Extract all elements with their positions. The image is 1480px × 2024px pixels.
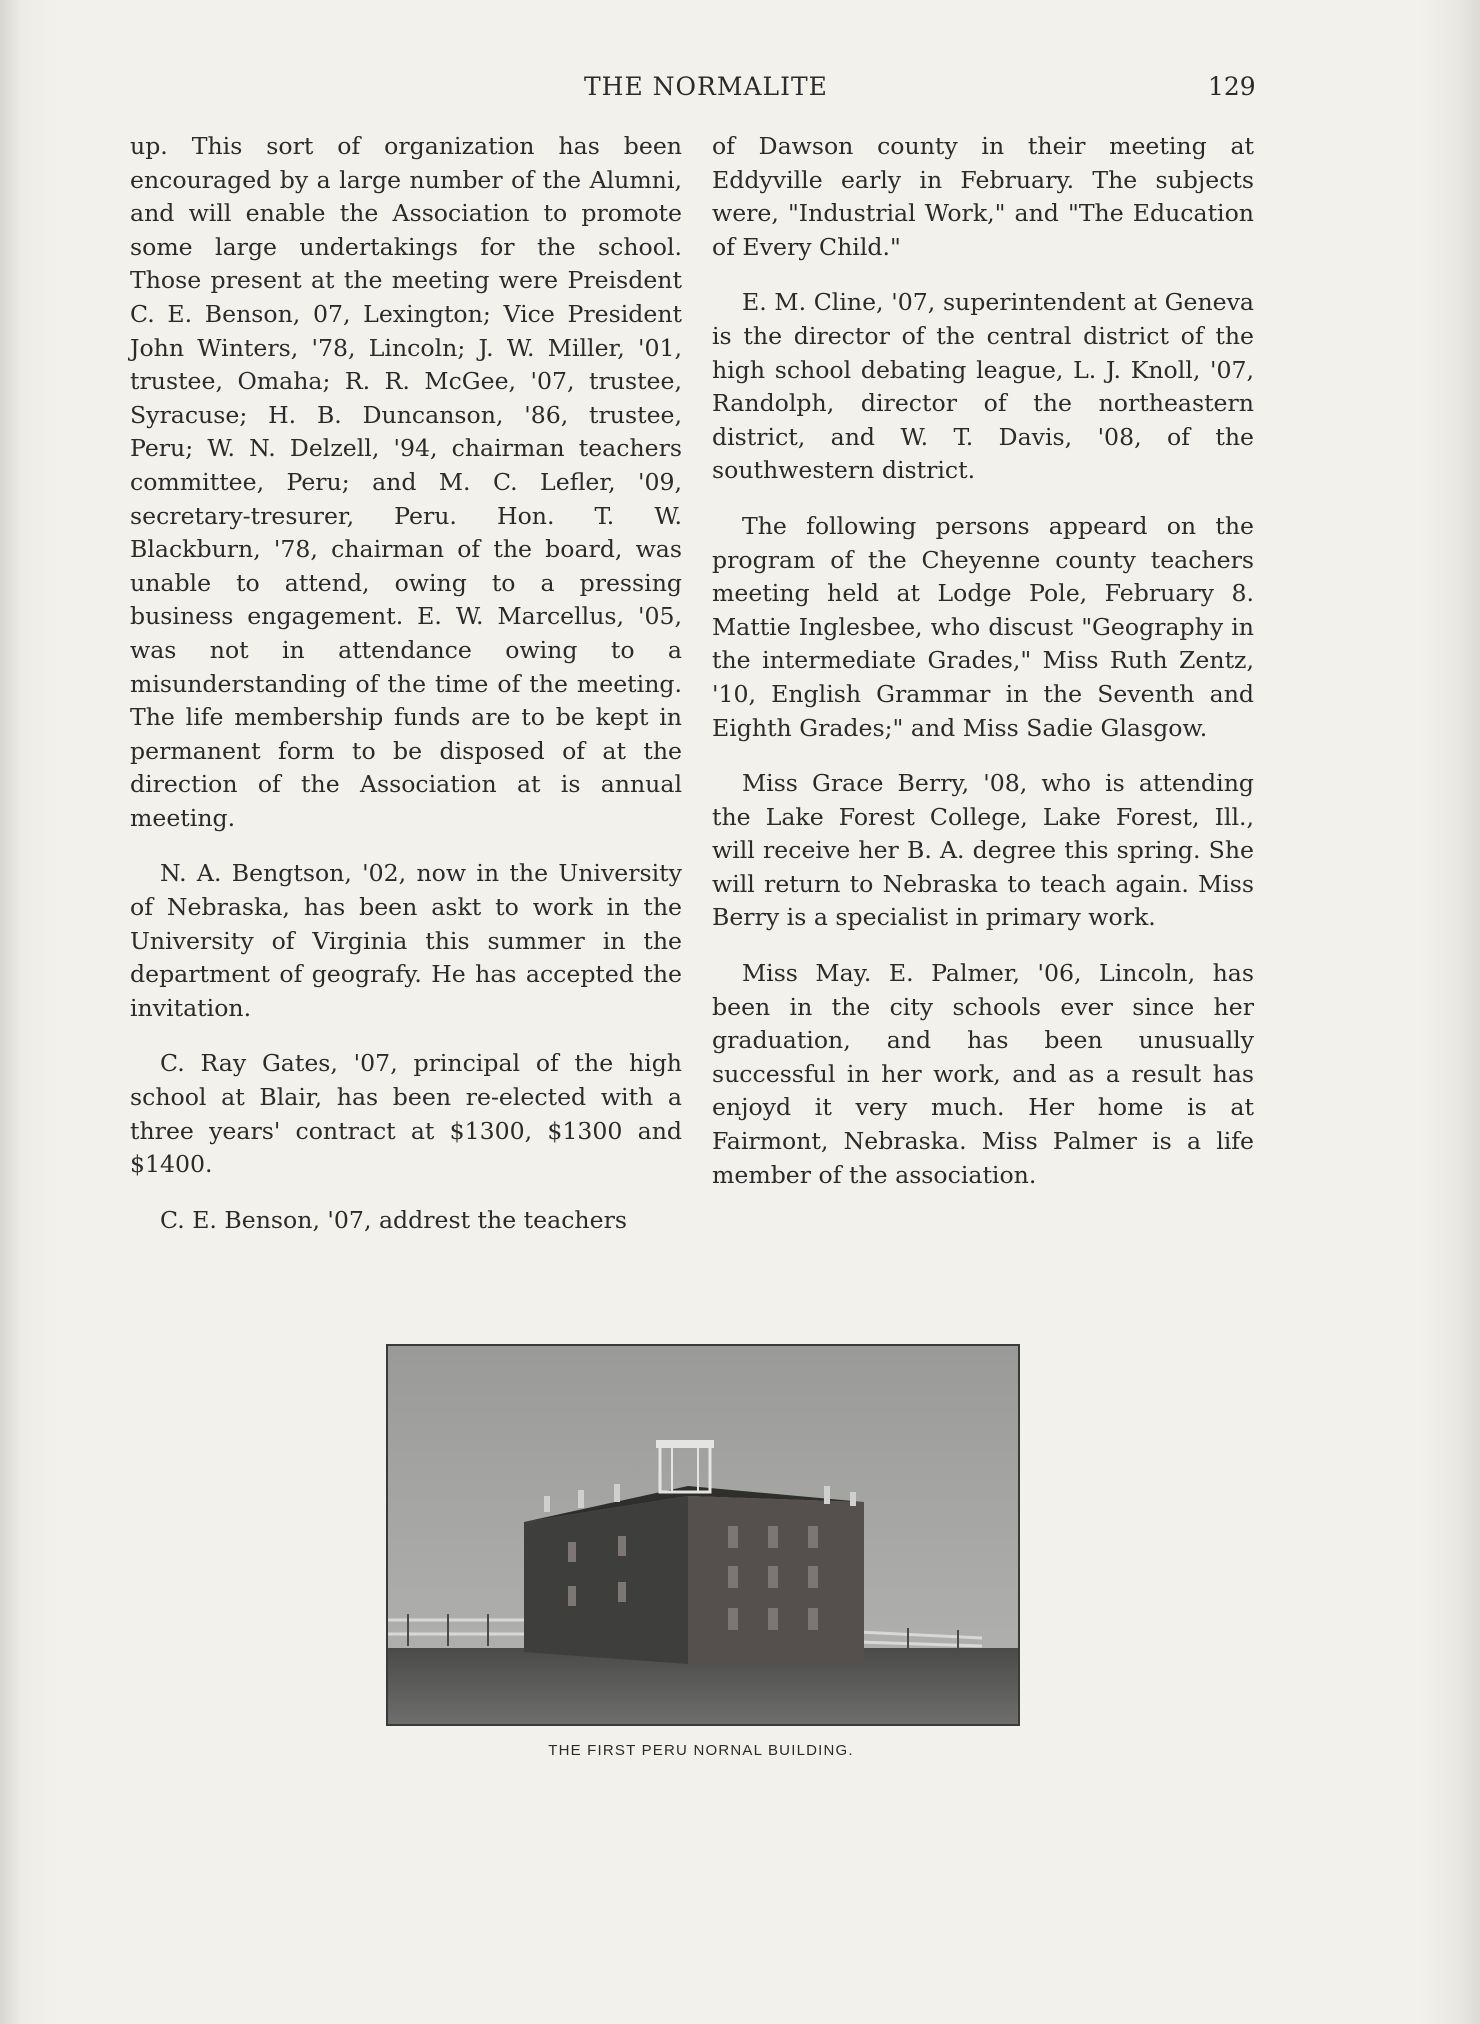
paragraph: C. E. Benson, '07, addrest the teachers <box>160 1205 627 1234</box>
paragraph: C. Ray Gates, '07, principal of the high school at Blair, has been re-elected with a three years' contract at $1300, $1300 and $1400. <box>130 1049 682 1179</box>
paragraph: Miss Grace Berry, '08, who is attending the Lake Forest College, Lake Forest, Ill., will receive her B. A. degree this spring. She will return to Nebraska to teach again. Miss Berry is a specialist in primary work. <box>712 769 1254 932</box>
paragraph: N. A. Bengtson, '02, now in the University of Nebraska, has been askt to work in the University of Virginia this summer in the department of geografy. He has accepted the invitation. <box>130 859 682 1022</box>
building-side <box>524 1496 688 1664</box>
right-column <box>712 130 1254 1214</box>
figure-caption: THE FIRST PERU NORNAL BUILDING. <box>548 1742 854 1759</box>
page-header <box>0 68 1480 108</box>
left-column <box>130 130 682 1259</box>
page-number: 129 <box>1208 72 1256 101</box>
paragraph: The following persons appeard on the program of the Cheyenne county teachers meeting held at Lodge Pole, February 8. Mattie Inglesbee, who discust "Geography in the intermediate Grades," Miss Ruth Zentz, '10, English Grammar in the Seventh and Eighth Grades;" and Miss Sadie Glasgow. <box>712 511 1254 742</box>
paragraph: of Dawson county in their meeting at Eddyville early in February. The subjects were, "Industrial Work," and "The Education of Every Child." <box>712 132 1254 261</box>
paragraph: up. This sort of organization has been encouraged by a large number of the Alumni, and will enable the Association to promote some large undertakings for the school. Those present at the meeting were Preisdent C. E. Benson, 07, Lexington; Vice President John Winters, '78, Lincoln; J. W. Miller, '01, trustee, Omaha; R. R. McGee, '07, trustee, Syracuse; H. B. Duncanson, '86, trustee, Peru; W. N. Delzell, '94, chairman teachers committee, Peru; and M. C. Lefler, '09, secretary-tresurer, Peru. Hon. T. W. Blackburn, '78, chairman of the board, was unable to attend, owing to a pressing business engagement. E. W. Marcellus, '05, was not in attendance owing to a misunderstanding of the time of the meeting. The life membership funds are to be kept in permanent form to be disposed of at the direction of the Association at is annual meeting. <box>130 132 682 832</box>
paragraph: E. M. Cline, '07, superintendent at Geneva is the director of the central district of the high school debating league, L. J. Knoll, '07, Randolph, director of the northeastern district, and W. T. Davis, '08, of the southwestern district. <box>712 288 1254 485</box>
paragraph: Miss May. E. Palmer, '06, Lincoln, has been in the city schools ever since her graduation, and has been unusually successful in her work, and as a result has enjoyd it very much. Her home is at Fairmont, Nebraska. Miss Palmer is a life member of the association. <box>712 959 1254 1189</box>
building-illustration <box>388 1346 1018 1724</box>
running-head: THE NORMALITE <box>584 72 828 101</box>
building-photo <box>386 1344 1020 1726</box>
